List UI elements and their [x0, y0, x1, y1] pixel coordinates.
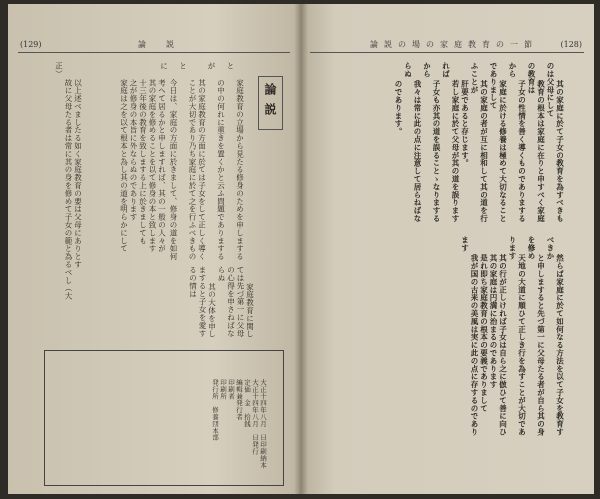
body-col-7: 十三年後の教育を致しまする上に於きましても [138, 78, 148, 245]
right-bottom-col-4: 其の家庭は円満に治まるのであります [489, 254, 498, 389]
colophon-col-3: 編輯兼発行者 [235, 378, 243, 421]
right-running-title: 論説の場の家庭教育の一節 [370, 40, 538, 49]
colophon-col-1: 大正十四年八月 日発行 [251, 378, 259, 455]
left-page-header [18, 38, 290, 53]
lower-col-0: 家庭教育に関しては先づ第一に父母の心得を申さねばならぬ [217, 266, 255, 339]
right-page [300, 4, 594, 494]
right-top-col-2: 子女の性情を善く導くものでありまするから [508, 62, 527, 223]
left-running-title: 論 説 [138, 40, 180, 49]
body-col-8: 之が修身の本旨に外ならぬのであります [129, 78, 138, 221]
colophon-box [44, 350, 284, 486]
lower-col-1: 其の大体を申しますると子女を愛するの情は [188, 266, 217, 339]
right-top-col-7: 子女も亦其の道を誤ることゝなりまするから [422, 62, 441, 223]
colophon-col-4: 印刷者 [227, 378, 235, 400]
right-top-col-9: のであります。 [394, 80, 403, 136]
body-col-1: の中の何れに重きを置くかと云ふ問題でありまするが [207, 62, 226, 261]
body-col-6: 其の家庭を修めることを以て修身の本と致します [148, 78, 157, 253]
body-block-lower [184, 266, 264, 340]
right-bottom-col-6: 我が国の古来の美風は実に此の点に存するのであります [460, 236, 479, 436]
far-left-col-1: 故に父母たる者は常に其の身を修めて子女の範と為るべし（大正） [54, 62, 73, 300]
right-top-col-4: 其の家庭の者が互に相和して其の道を行ふことが [470, 62, 489, 223]
right-top-block [318, 62, 574, 226]
left-page-number: (129) [20, 40, 42, 49]
book-spread [8, 4, 594, 494]
right-top-col-0: 其の家庭に於て子女の教育を為すべきものは父母にして [546, 62, 565, 223]
right-bottom-col-0: 然らば家庭に於て如何なる方法を以て子女を教育すべきか [546, 236, 565, 436]
colophon-col-2: 定価 金 拾銭 [243, 378, 251, 428]
right-top-col-1: 教育の根本は家庭に在りと申すべく家庭の教育は [527, 62, 546, 223]
body-col-3: ことが大切であり乃ち家庭に於て之を行ふべきものと [178, 62, 197, 261]
colophon-col-0: 大正十四年八月 日印刷納本 [259, 378, 267, 469]
right-page-header [310, 38, 584, 53]
body-col-9: 家庭は之を以て根本と為し其の道を明らかにして [119, 78, 129, 253]
section-heading: 論説 [258, 76, 283, 130]
right-bottom-col-5: 是れ即ち家庭教育の根本の要義でありまして [479, 254, 489, 413]
colophon-text [53, 359, 275, 477]
colophon-col-5: 印刷所 [219, 378, 227, 400]
right-bottom-col-2: 天地の大道に順ひて正しき行を為すことが大切であります [508, 236, 527, 436]
right-page-number: (128) [560, 40, 582, 49]
body-block-far-left [32, 62, 92, 302]
right-top-col-3: 家庭に於ける修養は極めて大切なることでありまして [489, 62, 508, 223]
body-col-4: 今日は、家庭の方面に於きまして、修身の道を如何に [159, 62, 178, 261]
right-top-col-5: 肝要であると存じます。 [460, 80, 470, 167]
right-top-col-6: 若し家庭に於て父母が其の道を誤りますれば [441, 62, 460, 223]
book-gutter [294, 4, 308, 494]
body-block-2 [104, 62, 176, 262]
right-bottom-col-3: 其の行が正しければ子女は自ら之に倣ひて善に向ひ [498, 254, 508, 436]
right-bottom-block [318, 236, 574, 436]
body-col-5: 考へて居るかと申しますれば、其の一般の人々が [157, 78, 167, 253]
far-left-col-0: 以上述べましたる如く家庭教育の要は父母にありとす [73, 78, 83, 269]
body-col-0: 家庭教育の立場から見たる修身のためを申しますると [226, 62, 245, 261]
body-col-2: 其の家庭教育の方面に於ては子女をして正しく導く [197, 78, 207, 261]
right-bottom-col-1: と申しますると先づ第一に父母たる者が自ら其の身を修め [527, 236, 546, 436]
colophon-col-6: 発行所 修養団本部 [211, 378, 219, 441]
right-top-col-8: 我々は常に此の点に注意して居らねばならぬ [403, 62, 422, 223]
left-page [8, 4, 300, 494]
